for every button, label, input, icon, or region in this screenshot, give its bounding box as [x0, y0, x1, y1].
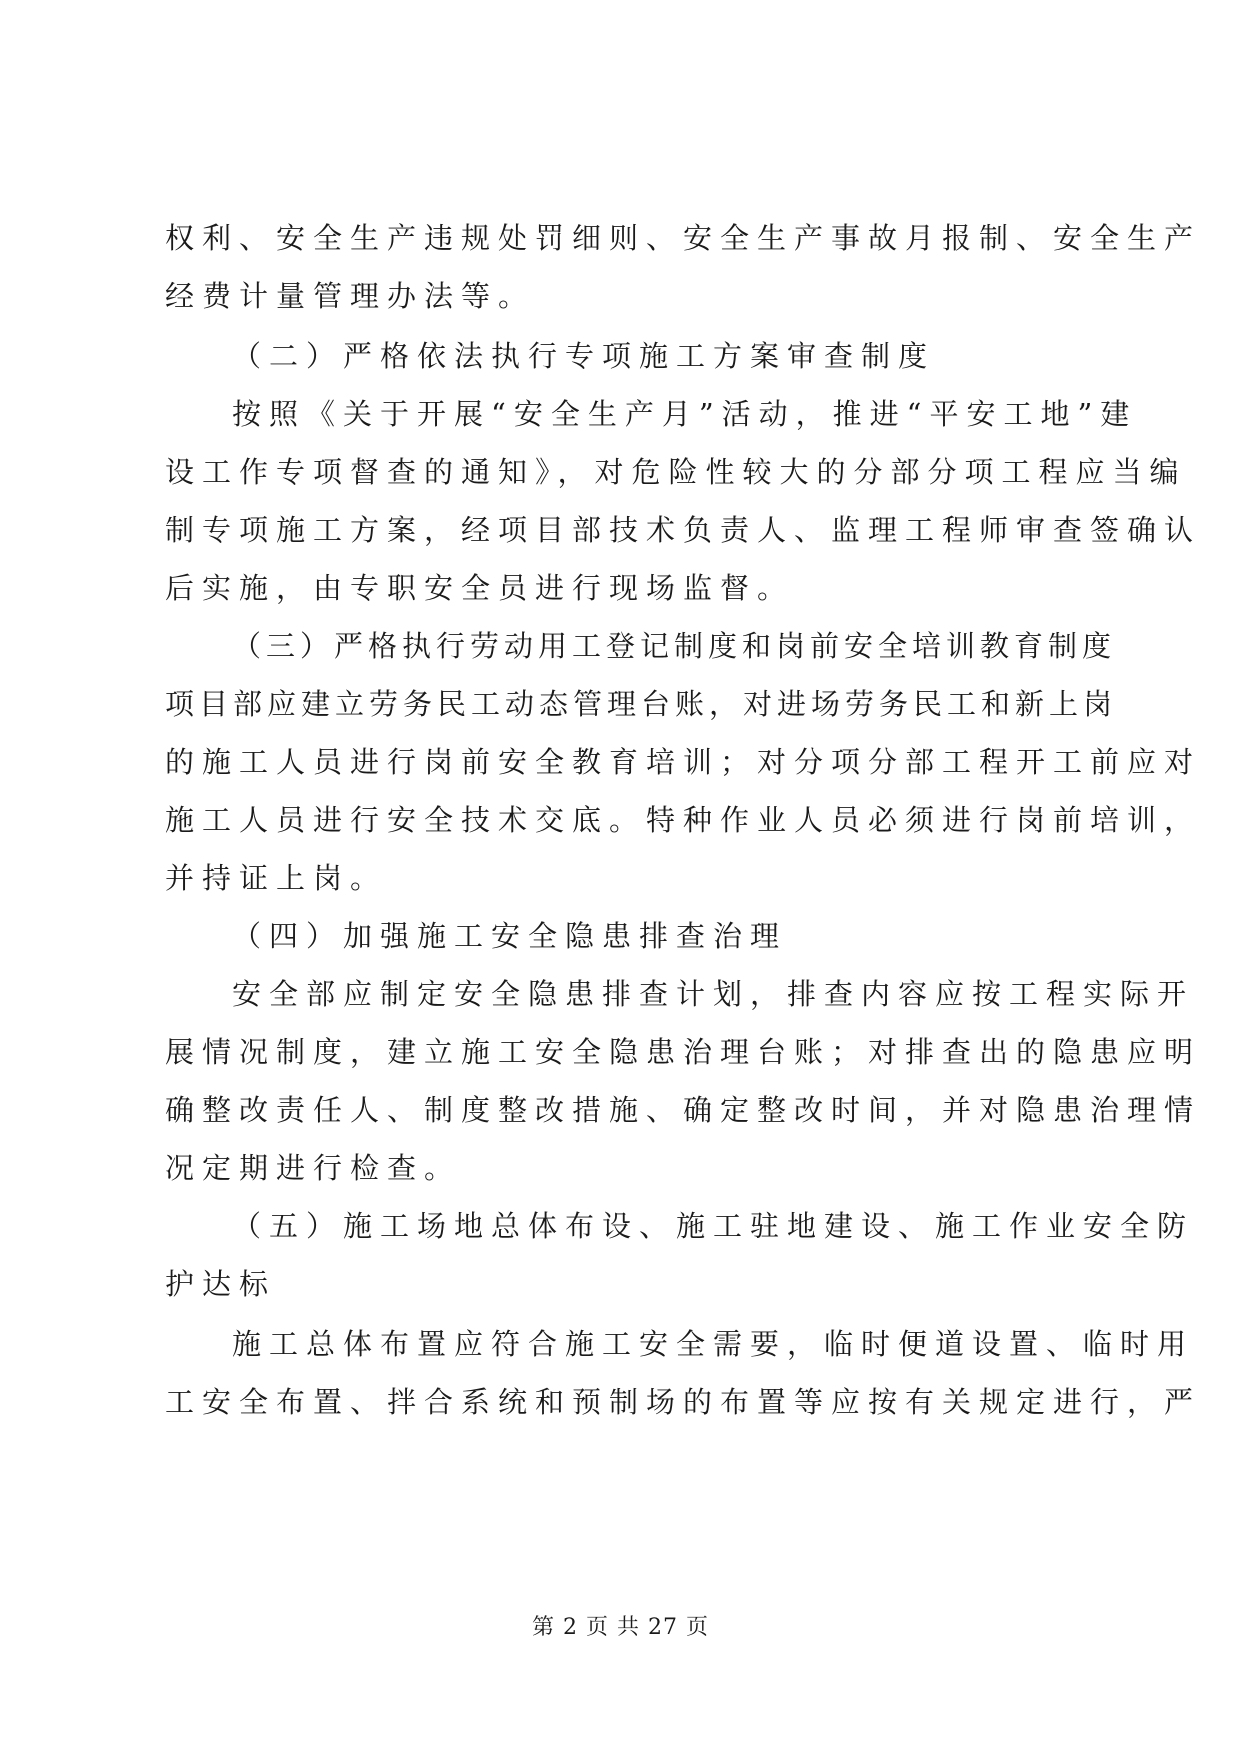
body-text-line: 设工作专项督查的通知》，对危险性较大的分部分项工程应当编: [165, 455, 1187, 489]
page-number-footer: 第 2 页 共 27 页: [532, 1615, 709, 1640]
section-heading-5: （五）施工场地总体布设、施工驻地建设、施工作业安全防: [232, 1209, 1195, 1243]
body-text-line: 施工人员进行安全技术交底。特种作业人员必须进行岗前培训，: [165, 803, 1202, 837]
body-text-line: 安全部应制定安全隐患排查计划，排查内容应按工程实际开: [232, 977, 1195, 1011]
body-text-line: 施工总体布置应符合施工安全需要，临时便道设置、临时用: [232, 1327, 1195, 1361]
body-text-line: 护达标: [165, 1267, 277, 1301]
body-text-line: 况定期进行检查。: [165, 1151, 462, 1185]
section-heading-2: （二）严格依法执行专项施工方案审查制度: [232, 339, 936, 373]
body-text-line: 经费计量管理办法等。: [165, 279, 536, 313]
body-text-line: 确整改责任人、制度整改措施、确定整改时间，并对隐患治理情: [165, 1093, 1202, 1127]
section-heading-3: （三）严格执行劳动用工登记制度和岗前安全培训教育制度: [232, 629, 1117, 663]
body-text-line: 权利、安全生产违规处罚细则、安全生产事故月报制、安全生产: [165, 221, 1202, 255]
body-text-line: 展情况制度，建立施工安全隐患治理台账；对排查出的隐患应明: [165, 1035, 1202, 1069]
body-text-line: 项目部应建立劳务民工动态管理台账，对进场劳务民工和新上岗: [165, 687, 1118, 721]
body-text-line: 制专项施工方案，经项目部技术负责人、监理工程师审查签确认: [165, 513, 1202, 547]
section-heading-4: （四）加强施工安全隐患排查治理: [232, 919, 788, 953]
body-text-line: 工安全布置、拌合系统和预制场的布置等应按有关规定进行，严: [165, 1385, 1202, 1419]
body-text-line: 并持证上岗。: [165, 861, 388, 895]
body-text-line: 后实施，由专职安全员进行现场监督。: [165, 571, 795, 605]
body-text-line: 的施工人员进行岗前安全教育培训；对分项分部工程开工前应对: [165, 745, 1202, 779]
body-text-line: 按照《关于开展“安全生产月”活动，推进“平安工地”建: [232, 397, 1138, 431]
